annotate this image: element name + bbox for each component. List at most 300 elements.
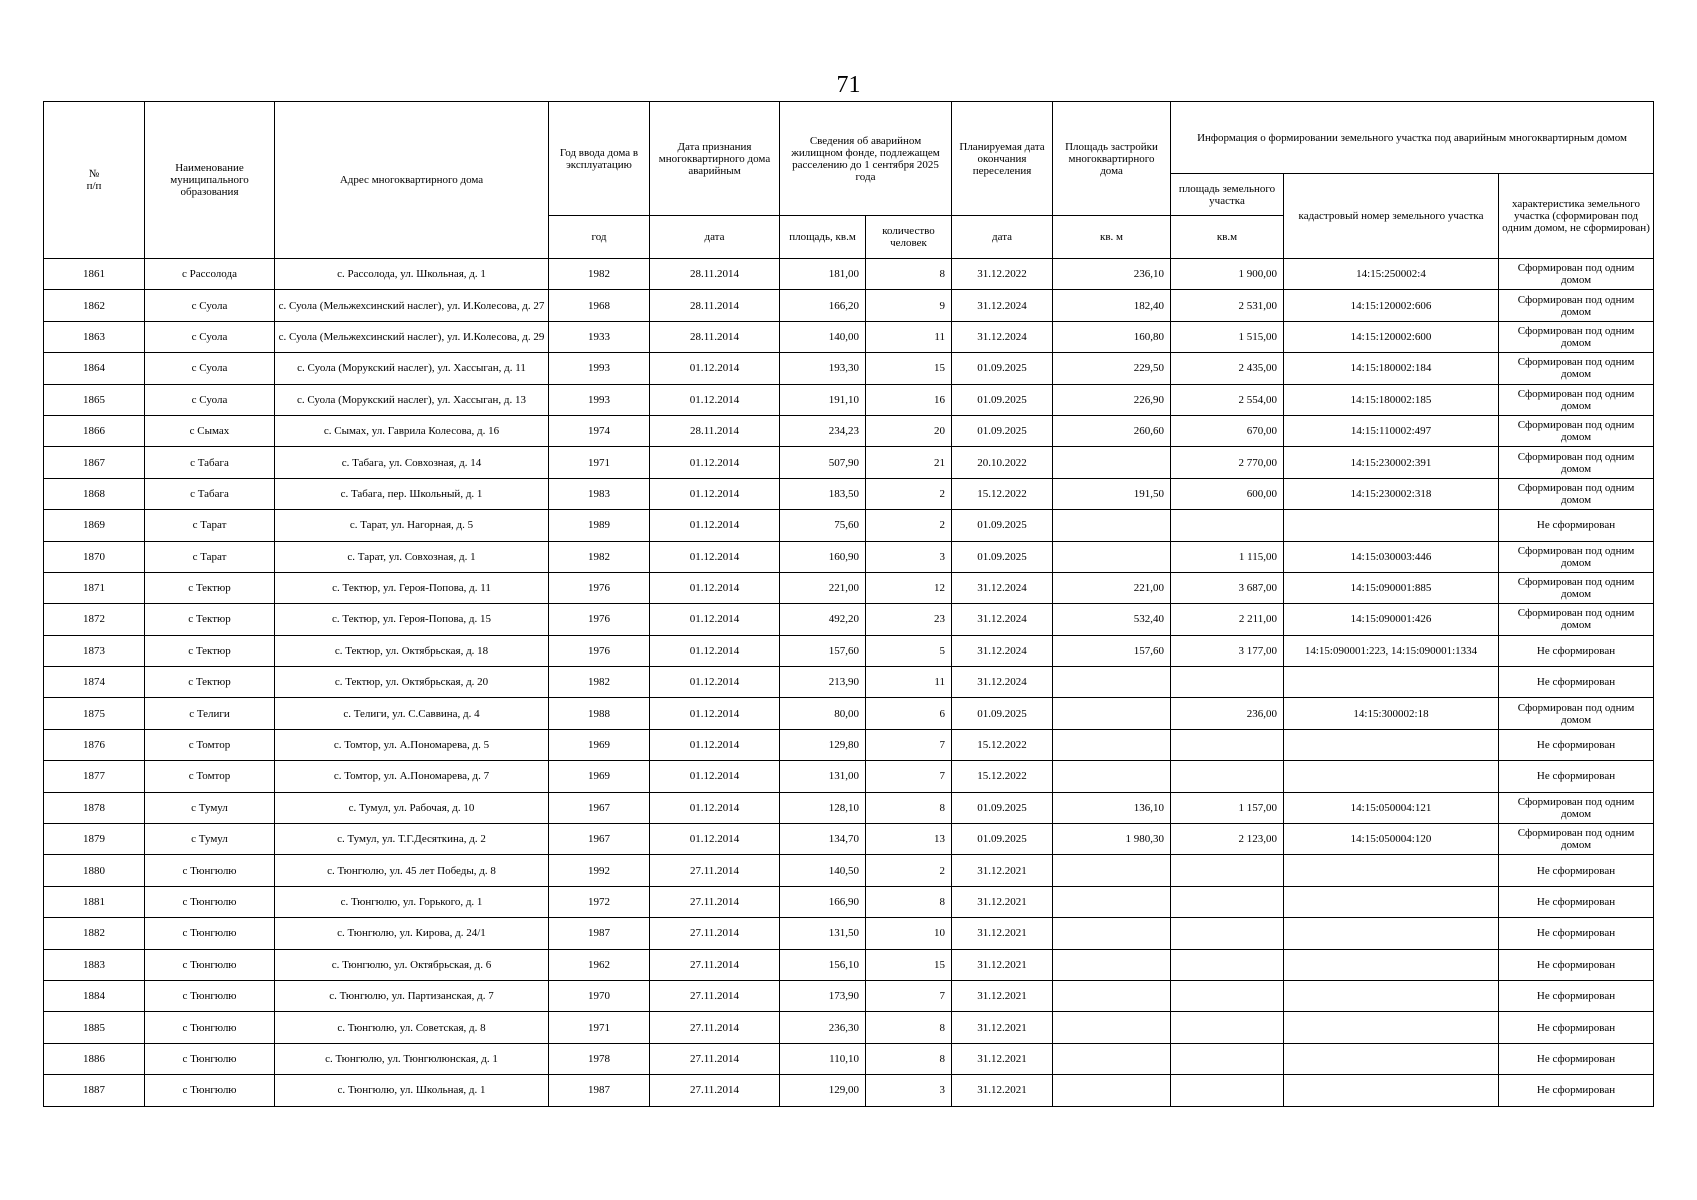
cell-cadastral xyxy=(1284,1012,1499,1043)
cell-num: 1881 xyxy=(44,886,145,917)
cell-address: с. Тюнгюлю, ул. Советская, д. 8 xyxy=(275,1012,549,1043)
cell-cadastral: 14:15:050004:121 xyxy=(1284,792,1499,823)
cell-address: с. Тарат, ул. Нагорная, д. 5 xyxy=(275,510,549,541)
cell-people: 3 xyxy=(866,541,952,572)
table-row xyxy=(44,447,1654,478)
cell-address: с. Томтор, ул. А.Пономарева, д. 5 xyxy=(275,729,549,760)
cell-municipality: с Тектюр xyxy=(145,572,275,603)
cell-address: с. Рассолода, ул. Школьная, д. 1 xyxy=(275,259,549,290)
cell-num: 1884 xyxy=(44,980,145,1011)
table-row xyxy=(44,510,1654,541)
cell-end-date: 31.12.2021 xyxy=(952,949,1053,980)
cell-cadastral: 14:15:180002:185 xyxy=(1284,384,1499,415)
cell-num: 1862 xyxy=(44,290,145,321)
cell-end-date: 31.12.2024 xyxy=(952,635,1053,666)
cell-year: 1993 xyxy=(549,384,650,415)
cell-area: 140,50 xyxy=(780,855,866,886)
cell-num: 1865 xyxy=(44,384,145,415)
cell-area: 221,00 xyxy=(780,572,866,603)
cell-municipality: с Тюнгюлю xyxy=(145,1075,275,1106)
cell-building-area: 136,10 xyxy=(1053,792,1171,823)
cell-date: 01.12.2014 xyxy=(650,667,780,698)
cell-area: 193,30 xyxy=(780,353,866,384)
cell-characteristic: Сформирован под одним домом xyxy=(1499,572,1654,603)
table-row xyxy=(44,415,1654,446)
cell-building-area: 236,10 xyxy=(1053,259,1171,290)
cell-characteristic: Не сформирован xyxy=(1499,729,1654,760)
cell-characteristic: Не сформирован xyxy=(1499,635,1654,666)
cell-cadastral: 14:15:030003:446 xyxy=(1284,541,1499,572)
cell-people: 15 xyxy=(866,949,952,980)
cell-end-date: 15.12.2022 xyxy=(952,761,1053,792)
cell-people: 15 xyxy=(866,353,952,384)
cell-num: 1882 xyxy=(44,918,145,949)
cell-characteristic: Сформирован под одним домом xyxy=(1499,541,1654,572)
cell-year: 1967 xyxy=(549,824,650,855)
cell-date: 27.11.2014 xyxy=(650,980,780,1011)
cell-date: 01.12.2014 xyxy=(650,635,780,666)
cell-municipality: с Табага xyxy=(145,447,275,478)
cell-building-area xyxy=(1053,447,1171,478)
cell-num: 1863 xyxy=(44,321,145,352)
cell-people: 23 xyxy=(866,604,952,635)
cell-building-area xyxy=(1053,510,1171,541)
cell-municipality: с Тумул xyxy=(145,792,275,823)
cell-land-area: 3 177,00 xyxy=(1171,635,1284,666)
cell-characteristic: Сформирован под одним домом xyxy=(1499,353,1654,384)
cell-year: 1967 xyxy=(549,792,650,823)
table-row xyxy=(44,792,1654,823)
cell-characteristic: Не сформирован xyxy=(1499,1075,1654,1106)
cell-end-date: 31.12.2021 xyxy=(952,1012,1053,1043)
cell-people: 2 xyxy=(866,478,952,509)
cell-address: с. Тюнгюлю, ул. Партизанская, д. 7 xyxy=(275,980,549,1011)
cell-cadastral xyxy=(1284,886,1499,917)
cell-land-area: 1 157,00 xyxy=(1171,792,1284,823)
cell-people: 11 xyxy=(866,321,952,352)
cell-year: 1982 xyxy=(549,541,650,572)
cell-area: 236,30 xyxy=(780,1012,866,1043)
table-row xyxy=(44,259,1654,290)
table-row xyxy=(44,1012,1654,1043)
cell-characteristic: Сформирован под одним домом xyxy=(1499,698,1654,729)
table-row xyxy=(44,353,1654,384)
emergency-housing-table xyxy=(43,101,1654,1107)
cell-characteristic: Не сформирован xyxy=(1499,949,1654,980)
cell-end-date: 20.10.2022 xyxy=(952,447,1053,478)
cell-address: с. Тектюр, ул. Героя-Попова, д. 11 xyxy=(275,572,549,603)
cell-date: 27.11.2014 xyxy=(650,918,780,949)
cell-year: 1992 xyxy=(549,855,650,886)
cell-municipality: с Суола xyxy=(145,321,275,352)
cell-address: с. Тарат, ул. Совхозная, д. 1 xyxy=(275,541,549,572)
header-characteristic: характеристика земельного участка (сформирован под одним домом, не сформирован) xyxy=(1499,174,1654,259)
cell-area: 173,90 xyxy=(780,980,866,1011)
cell-cadastral: 14:15:120002:600 xyxy=(1284,321,1499,352)
table-row xyxy=(44,949,1654,980)
cell-num: 1872 xyxy=(44,604,145,635)
cell-year: 1989 xyxy=(549,510,650,541)
cell-cadastral: 14:15:230002:391 xyxy=(1284,447,1499,478)
cell-municipality: с Тюнгюлю xyxy=(145,980,275,1011)
cell-area: 129,00 xyxy=(780,1075,866,1106)
cell-characteristic: Не сформирован xyxy=(1499,918,1654,949)
cell-building-area xyxy=(1053,729,1171,760)
cell-year: 1982 xyxy=(549,667,650,698)
cell-area: 492,20 xyxy=(780,604,866,635)
cell-land-area: 1 900,00 xyxy=(1171,259,1284,290)
cell-cadastral xyxy=(1284,1043,1499,1074)
cell-land-area xyxy=(1171,1012,1284,1043)
cell-municipality: с Тарат xyxy=(145,510,275,541)
cell-characteristic: Не сформирован xyxy=(1499,886,1654,917)
cell-cadastral: 14:15:120002:606 xyxy=(1284,290,1499,321)
cell-num: 1887 xyxy=(44,1075,145,1106)
cell-people: 2 xyxy=(866,855,952,886)
table-row xyxy=(44,572,1654,603)
cell-land-area xyxy=(1171,980,1284,1011)
cell-end-date: 31.12.2021 xyxy=(952,886,1053,917)
cell-area: 140,00 xyxy=(780,321,866,352)
cell-area: 129,80 xyxy=(780,729,866,760)
cell-building-area xyxy=(1053,1043,1171,1074)
header-land-area: площадь земельного участка xyxy=(1171,174,1284,216)
cell-municipality: с Суола xyxy=(145,290,275,321)
header-land-info: Информация о формировании земельного участка под аварийным многоквартирным домом xyxy=(1171,102,1654,174)
cell-land-area xyxy=(1171,855,1284,886)
cell-cadastral: 14:15:090001:885 xyxy=(1284,572,1499,603)
cell-date: 01.12.2014 xyxy=(650,541,780,572)
cell-end-date: 01.09.2025 xyxy=(952,792,1053,823)
cell-year: 1971 xyxy=(549,447,650,478)
cell-address: с. Суола (Мельжехсинский наслег), ул. И.Колесова, д. 27 xyxy=(275,290,549,321)
cell-land-area: 1 115,00 xyxy=(1171,541,1284,572)
header-num: № п/п xyxy=(44,102,145,259)
cell-building-area xyxy=(1053,918,1171,949)
cell-characteristic: Сформирован под одним домом xyxy=(1499,415,1654,446)
cell-date: 01.12.2014 xyxy=(650,761,780,792)
cell-year: 1993 xyxy=(549,353,650,384)
cell-address: с. Сымах, ул. Гаврила Колесова, д. 16 xyxy=(275,415,549,446)
cell-municipality: с Суола xyxy=(145,353,275,384)
cell-people: 8 xyxy=(866,1012,952,1043)
cell-building-area: 260,60 xyxy=(1053,415,1171,446)
cell-date: 28.11.2014 xyxy=(650,290,780,321)
cell-num: 1867 xyxy=(44,447,145,478)
cell-date: 01.12.2014 xyxy=(650,478,780,509)
cell-people: 8 xyxy=(866,259,952,290)
cell-land-area: 2 531,00 xyxy=(1171,290,1284,321)
cell-date: 01.12.2014 xyxy=(650,384,780,415)
cell-end-date: 31.12.2024 xyxy=(952,572,1053,603)
cell-end-date: 15.12.2022 xyxy=(952,478,1053,509)
table-row xyxy=(44,541,1654,572)
table-row xyxy=(44,886,1654,917)
cell-date: 28.11.2014 xyxy=(650,259,780,290)
cell-municipality: с Тюнгюлю xyxy=(145,886,275,917)
cell-date: 01.12.2014 xyxy=(650,698,780,729)
cell-cadastral: 14:15:300002:18 xyxy=(1284,698,1499,729)
cell-area: 157,60 xyxy=(780,635,866,666)
cell-year: 1982 xyxy=(549,259,650,290)
cell-municipality: с Тектюр xyxy=(145,635,275,666)
cell-municipality: с Табага xyxy=(145,478,275,509)
cell-people: 7 xyxy=(866,761,952,792)
cell-address: с. Суола (Морукский наслег), ул. Хассыган, д. 13 xyxy=(275,384,549,415)
cell-characteristic: Не сформирован xyxy=(1499,510,1654,541)
header-municipality: Наименование муниципального образования xyxy=(145,102,275,259)
cell-land-area xyxy=(1171,1075,1284,1106)
table-row xyxy=(44,824,1654,855)
cell-land-area xyxy=(1171,729,1284,760)
table-row xyxy=(44,384,1654,415)
cell-year: 1976 xyxy=(549,572,650,603)
cell-date: 01.12.2014 xyxy=(650,824,780,855)
cell-address: с. Тюнгюлю, ул. 45 лет Победы, д. 8 xyxy=(275,855,549,886)
cell-num: 1864 xyxy=(44,353,145,384)
cell-land-area xyxy=(1171,949,1284,980)
cell-address: с. Тюнгюлю, ул. Октябрьская, д. 6 xyxy=(275,949,549,980)
cell-end-date: 01.09.2025 xyxy=(952,541,1053,572)
cell-land-area: 2 211,00 xyxy=(1171,604,1284,635)
cell-people: 16 xyxy=(866,384,952,415)
header-unit-people: количество человек xyxy=(866,216,952,259)
cell-people: 9 xyxy=(866,290,952,321)
cell-municipality: с Тектюр xyxy=(145,604,275,635)
page-number: 71 xyxy=(836,72,861,98)
cell-year: 1988 xyxy=(549,698,650,729)
cell-address: с. Тюнгюлю, ул. Школьная, д. 1 xyxy=(275,1075,549,1106)
table-row xyxy=(44,321,1654,352)
cell-area: 131,00 xyxy=(780,761,866,792)
header-unit-date: дата xyxy=(650,216,780,259)
cell-cadastral: 14:15:180002:184 xyxy=(1284,353,1499,384)
cell-end-date: 15.12.2022 xyxy=(952,729,1053,760)
cell-num: 1866 xyxy=(44,415,145,446)
cell-area: 110,10 xyxy=(780,1043,866,1074)
cell-characteristic: Сформирован под одним домом xyxy=(1499,824,1654,855)
cell-num: 1879 xyxy=(44,824,145,855)
cell-date: 01.12.2014 xyxy=(650,510,780,541)
cell-end-date: 31.12.2021 xyxy=(952,1075,1053,1106)
cell-people: 20 xyxy=(866,415,952,446)
cell-year: 1987 xyxy=(549,1075,650,1106)
cell-characteristic: Сформирован под одним домом xyxy=(1499,792,1654,823)
cell-num: 1880 xyxy=(44,855,145,886)
cell-characteristic: Не сформирован xyxy=(1499,761,1654,792)
cell-building-area: 160,80 xyxy=(1053,321,1171,352)
cell-date: 27.11.2014 xyxy=(650,1075,780,1106)
table-row xyxy=(44,667,1654,698)
cell-people: 11 xyxy=(866,667,952,698)
cell-people: 6 xyxy=(866,698,952,729)
cell-cadastral xyxy=(1284,949,1499,980)
cell-end-date: 31.12.2024 xyxy=(952,604,1053,635)
cell-end-date: 01.09.2025 xyxy=(952,698,1053,729)
cell-area: 80,00 xyxy=(780,698,866,729)
cell-address: с. Тумул, ул. Т.Г.Десяткина, д. 2 xyxy=(275,824,549,855)
cell-address: с. Тектюр, ул. Октябрьская, д. 20 xyxy=(275,667,549,698)
cell-land-area: 600,00 xyxy=(1171,478,1284,509)
header-unit-sqm: кв. м xyxy=(1053,216,1171,259)
cell-date: 01.12.2014 xyxy=(650,353,780,384)
cell-municipality: с Телиги xyxy=(145,698,275,729)
table-row xyxy=(44,635,1654,666)
cell-end-date: 01.09.2025 xyxy=(952,824,1053,855)
cell-year: 1933 xyxy=(549,321,650,352)
cell-area: 156,10 xyxy=(780,949,866,980)
cell-date: 27.11.2014 xyxy=(650,855,780,886)
cell-characteristic: Сформирован под одним домом xyxy=(1499,447,1654,478)
cell-cadastral: 14:15:250002:4 xyxy=(1284,259,1499,290)
cell-people: 21 xyxy=(866,447,952,478)
cell-building-area xyxy=(1053,698,1171,729)
header-emergency-info: Сведения об аварийном жилищном фонде, подлежащем расселению до 1 сентября 2025 года xyxy=(780,102,952,216)
cell-land-area: 2 554,00 xyxy=(1171,384,1284,415)
cell-end-date: 31.12.2021 xyxy=(952,855,1053,886)
cell-land-area: 2 435,00 xyxy=(1171,353,1284,384)
header-building-area: Площадь застройки многоквартирного дома xyxy=(1053,102,1171,216)
cell-num: 1878 xyxy=(44,792,145,823)
cell-end-date: 31.12.2024 xyxy=(952,290,1053,321)
cell-municipality: с Тектюр xyxy=(145,667,275,698)
cell-building-area: 182,40 xyxy=(1053,290,1171,321)
cell-num: 1869 xyxy=(44,510,145,541)
header-planned-end: Планируемая дата окончания переселения xyxy=(952,102,1053,216)
cell-building-area: 221,00 xyxy=(1053,572,1171,603)
cell-num: 1875 xyxy=(44,698,145,729)
cell-characteristic: Не сформирован xyxy=(1499,1012,1654,1043)
cell-people: 2 xyxy=(866,510,952,541)
cell-characteristic: Сформирован под одним домом xyxy=(1499,259,1654,290)
cell-address: с. Телиги, ул. С.Саввина, д. 4 xyxy=(275,698,549,729)
cell-cadastral xyxy=(1284,667,1499,698)
cell-characteristic: Сформирован под одним домом xyxy=(1499,478,1654,509)
table-row xyxy=(44,980,1654,1011)
cell-date: 27.11.2014 xyxy=(650,949,780,980)
cell-date: 27.11.2014 xyxy=(650,1012,780,1043)
cell-building-area xyxy=(1053,949,1171,980)
table-row xyxy=(44,1075,1654,1106)
header-year-built: Год ввода дома в эксплуатацию xyxy=(549,102,650,216)
cell-cadastral: 14:15:230002:318 xyxy=(1284,478,1499,509)
cell-people: 8 xyxy=(866,1043,952,1074)
cell-characteristic: Не сформирован xyxy=(1499,667,1654,698)
cell-land-area: 236,00 xyxy=(1171,698,1284,729)
cell-building-area: 532,40 xyxy=(1053,604,1171,635)
cell-land-area: 2 123,00 xyxy=(1171,824,1284,855)
cell-end-date: 31.12.2022 xyxy=(952,259,1053,290)
cell-num: 1874 xyxy=(44,667,145,698)
cell-building-area xyxy=(1053,667,1171,698)
header-unit-area: площадь, кв.м xyxy=(780,216,866,259)
cell-address: с. Тюнгюлю, ул. Горького, д. 1 xyxy=(275,886,549,917)
cell-people: 3 xyxy=(866,1075,952,1106)
cell-address: с. Тектюр, ул. Героя-Попова, д. 15 xyxy=(275,604,549,635)
cell-characteristic: Не сформирован xyxy=(1499,980,1654,1011)
table-row xyxy=(44,729,1654,760)
cell-characteristic: Сформирован под одним домом xyxy=(1499,384,1654,415)
cell-area: 166,20 xyxy=(780,290,866,321)
cell-end-date: 01.09.2025 xyxy=(952,415,1053,446)
cell-address: с. Томтор, ул. А.Пономарева, д. 7 xyxy=(275,761,549,792)
cell-municipality: с Суола xyxy=(145,384,275,415)
cell-land-area xyxy=(1171,918,1284,949)
cell-date: 28.11.2014 xyxy=(650,415,780,446)
cell-area: 507,90 xyxy=(780,447,866,478)
cell-municipality: с Рассолода xyxy=(145,259,275,290)
cell-people: 10 xyxy=(866,918,952,949)
cell-building-area xyxy=(1053,855,1171,886)
cell-municipality: с Тюнгюлю xyxy=(145,1043,275,1074)
cell-num: 1883 xyxy=(44,949,145,980)
cell-cadastral xyxy=(1284,761,1499,792)
cell-characteristic: Сформирован под одним домом xyxy=(1499,321,1654,352)
cell-land-area: 1 515,00 xyxy=(1171,321,1284,352)
cell-year: 1987 xyxy=(549,918,650,949)
cell-cadastral: 14:15:090001:223, 14:15:090001:1334 xyxy=(1284,635,1499,666)
cell-municipality: с Тюнгюлю xyxy=(145,918,275,949)
cell-building-area xyxy=(1053,1012,1171,1043)
cell-address: с. Тектюр, ул. Октябрьская, д. 18 xyxy=(275,635,549,666)
cell-address: с. Суола (Морукский наслег), ул. Хассыган, д. 11 xyxy=(275,353,549,384)
cell-building-area xyxy=(1053,886,1171,917)
cell-area: 213,90 xyxy=(780,667,866,698)
cell-date: 01.12.2014 xyxy=(650,729,780,760)
cell-num: 1861 xyxy=(44,259,145,290)
cell-municipality: с Тюнгюлю xyxy=(145,855,275,886)
cell-building-area: 1 980,30 xyxy=(1053,824,1171,855)
cell-municipality: с Томтор xyxy=(145,729,275,760)
cell-building-area: 157,60 xyxy=(1053,635,1171,666)
cell-cadastral: 14:15:050004:120 xyxy=(1284,824,1499,855)
cell-cadastral xyxy=(1284,918,1499,949)
cell-year: 1968 xyxy=(549,290,650,321)
cell-cadastral xyxy=(1284,1075,1499,1106)
table-row xyxy=(44,290,1654,321)
header-unit-date2: дата xyxy=(952,216,1053,259)
cell-year: 1976 xyxy=(549,635,650,666)
cell-date: 27.11.2014 xyxy=(650,886,780,917)
cell-municipality: с Тюнгюлю xyxy=(145,1012,275,1043)
cell-cadastral xyxy=(1284,980,1499,1011)
cell-end-date: 31.12.2024 xyxy=(952,321,1053,352)
cell-land-area xyxy=(1171,886,1284,917)
cell-address: с. Тюнгюлю, ул. Кирова, д. 24/1 xyxy=(275,918,549,949)
cell-cadastral xyxy=(1284,729,1499,760)
cell-area: 131,50 xyxy=(780,918,866,949)
cell-year: 1969 xyxy=(549,729,650,760)
cell-area: 234,23 xyxy=(780,415,866,446)
cell-building-area xyxy=(1053,541,1171,572)
cell-area: 160,90 xyxy=(780,541,866,572)
cell-num: 1886 xyxy=(44,1043,145,1074)
cell-date: 01.12.2014 xyxy=(650,604,780,635)
cell-num: 1873 xyxy=(44,635,145,666)
cell-area: 191,10 xyxy=(780,384,866,415)
cell-people: 12 xyxy=(866,572,952,603)
cell-num: 1877 xyxy=(44,761,145,792)
cell-year: 1978 xyxy=(549,1043,650,1074)
cell-end-date: 31.12.2021 xyxy=(952,1043,1053,1074)
header-unit-year: год xyxy=(549,216,650,259)
cell-date: 01.12.2014 xyxy=(650,572,780,603)
cell-cadastral: 14:15:110002:497 xyxy=(1284,415,1499,446)
table-row xyxy=(44,604,1654,635)
cell-people: 7 xyxy=(866,729,952,760)
cell-num: 1876 xyxy=(44,729,145,760)
cell-area: 183,50 xyxy=(780,478,866,509)
